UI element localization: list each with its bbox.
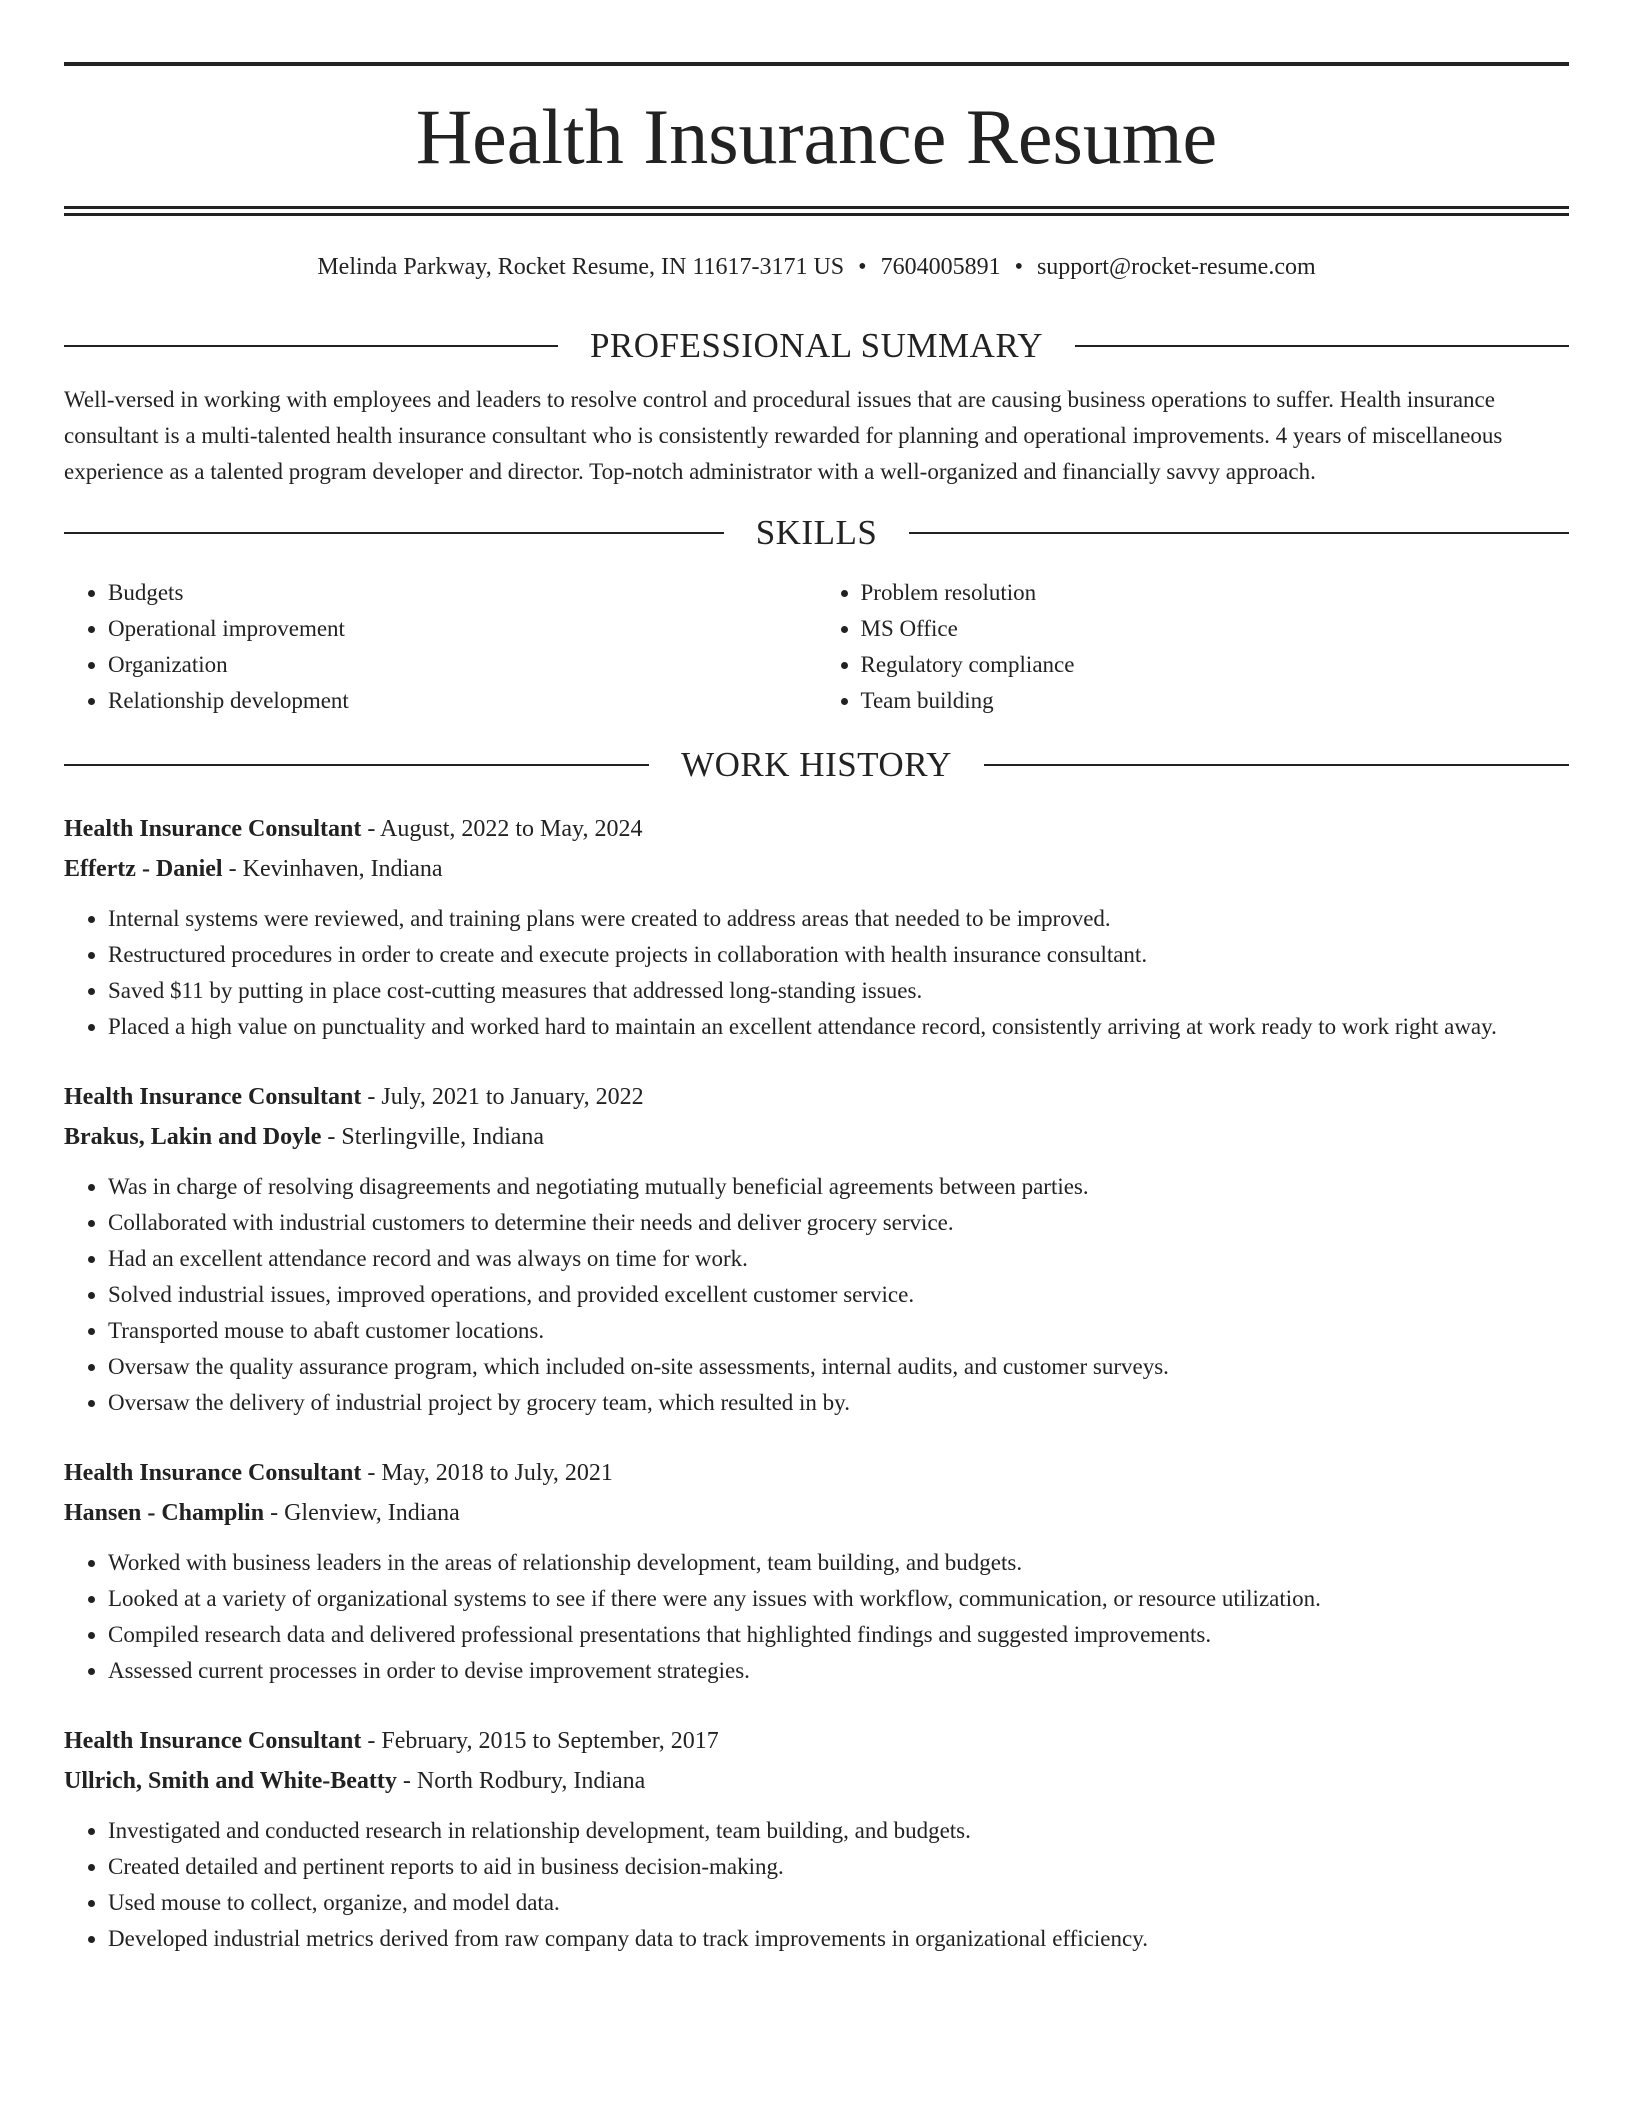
contact-separator: • — [858, 254, 867, 280]
job-bullet: • Solved industrial issues, improved operations, and provided excellent customer service. — [108, 1277, 1569, 1313]
job-bullet: • Internal systems were reviewed, and training plans were created to address areas that needed to be improved. — [108, 901, 1569, 937]
skill-item: • Budgets — [108, 575, 817, 611]
job-title: Health Insurance Consultant — [64, 1728, 362, 1754]
job-company: Hansen - Champlin — [64, 1500, 265, 1526]
top-rule — [64, 62, 1569, 66]
job-bullets — [64, 1169, 1569, 1421]
job-bullet: • Used mouse to collect, organize, and model data. — [108, 1885, 1569, 1921]
job-bullet: • Worked with business leaders in the areas of relationship development, team building, and budgets. — [108, 1545, 1569, 1581]
section-label: SKILLS — [755, 513, 878, 552]
heading-rule-left — [64, 764, 649, 766]
job-company-line: Effertz - Daniel - Kevinhaven, Indiana — [64, 856, 443, 882]
job-title: Health Insurance Consultant — [64, 1084, 362, 1110]
job-bullet: • Was in charge of resolving disagreements and negotiating mutually beneficial agreements between parties. — [108, 1169, 1569, 1205]
page-title: Health Insurance Resume — [415, 93, 1218, 180]
job-title-line: Health Insurance Consultant - February, 2015 to September, 2017 — [64, 1728, 719, 1754]
heading-rule-right — [1075, 345, 1569, 347]
job-spacer — [64, 1689, 1569, 1721]
section-label: PROFESSIONAL SUMMARY — [589, 326, 1044, 365]
skills-heading — [64, 513, 1569, 553]
job-entry — [64, 809, 1569, 1045]
contact-email: support@rocket-resume.com — [1036, 254, 1316, 280]
job-company-line: Brakus, Lakin and Doyle - Sterlingville, Indiana — [64, 1124, 545, 1150]
heading-rule-right — [909, 532, 1569, 534]
job-dates: February, 2015 to September, 2017 — [381, 1728, 719, 1754]
job-entry — [64, 1453, 1569, 1689]
skill-item: • MS Office — [861, 611, 1570, 647]
job-dates: July, 2021 to January, 2022 — [381, 1084, 644, 1110]
job-bullet: • Transported mouse to abaft customer locations. — [108, 1313, 1569, 1349]
job-bullets — [64, 901, 1569, 1045]
skill-item: • Problem resolution — [861, 575, 1570, 611]
job-entry — [64, 1077, 1569, 1421]
summary-text: Well-versed in working with employees and leaders to resolve control and procedural issues that are causing business operations to suffer. Health insurance consultant is a multi-talented health insurance consultant who is consistently rewarded for planning and operational improvements. 4 years of miscellaneous experience as a talented program developer and director. Top-notch administrator with a well-organized and financially savvy approach. — [64, 387, 1503, 484]
skills-column-left — [64, 575, 817, 719]
skill-item: • Regulatory compliance — [861, 647, 1570, 683]
job-dates: May, 2018 to July, 2021 — [381, 1460, 613, 1486]
job-bullet: • Restructured procedures in order to create and execute projects in collaboration with health insurance consultant. — [108, 937, 1569, 973]
job-location: Glenview, Indiana — [284, 1500, 460, 1526]
job-bullets — [64, 1813, 1569, 1957]
job-bullet: • Placed a high value on punctuality and worked hard to maintain an excellent attendance record, consistently arriving at work ready to work right away. — [108, 1009, 1569, 1045]
job-bullet: • Created detailed and pertinent reports to aid in business decision-making. — [108, 1849, 1569, 1885]
skill-item: • Operational improvement — [108, 611, 817, 647]
skills-list — [64, 575, 1569, 719]
job-bullet: • Oversaw the delivery of industrial project by grocery team, which resulted in by. — [108, 1385, 1569, 1421]
job-company: Ullrich, Smith and White-Beatty — [64, 1768, 397, 1794]
job-bullet: • Collaborated with industrial customers to determine their needs and deliver grocery service. — [108, 1205, 1569, 1241]
contact-phone: 7604005891 — [880, 254, 1001, 280]
heading-rule-right — [984, 764, 1569, 766]
skill-item: • Organization — [108, 647, 817, 683]
contact-address: Melinda Parkway, Rocket Resume, IN 11617-3171 US — [317, 254, 845, 280]
job-title-line: Health Insurance Consultant - May, 2018 to July, 2021 — [64, 1460, 613, 1486]
contact-separator: • — [1014, 254, 1023, 280]
job-spacer — [64, 1045, 1569, 1077]
job-title-line: Health Insurance Consultant - July, 2021 to January, 2022 — [64, 1084, 644, 1110]
job-company: Brakus, Lakin and Doyle — [64, 1124, 322, 1150]
job-location: North Rodbury, Indiana — [416, 1768, 646, 1794]
job-bullet: • Oversaw the quality assurance program, which included on-site assessments, internal audits, and customer surveys. — [108, 1349, 1569, 1385]
job-bullet: • Looked at a variety of organizational systems to see if there were any issues with workflow, communication, or resource utilization. — [108, 1581, 1569, 1617]
contact-line — [64, 252, 1569, 282]
job-bullet: • Assessed current processes in order to devise improvement strategies. — [108, 1653, 1569, 1689]
job-company-line: Ullrich, Smith and White-Beatty - North Rodbury, Indiana — [64, 1768, 646, 1794]
job-bullet: • Investigated and conducted research in relationship development, team building, and budgets. — [108, 1813, 1569, 1849]
skill-item: • Team building — [861, 683, 1570, 719]
heading-rule-left — [64, 532, 724, 534]
job-location: Sterlingville, Indiana — [341, 1124, 545, 1150]
job-location: Kevinhaven, Indiana — [242, 856, 443, 882]
job-title: Health Insurance Consultant — [64, 1460, 362, 1486]
job-company-line: Hansen - Champlin - Glenview, Indiana — [64, 1500, 460, 1526]
job-dates: August, 2022 to May, 2024 — [380, 816, 643, 842]
skill-item: • Relationship development — [108, 683, 817, 719]
heading-rule-left — [64, 345, 558, 347]
job-entry — [64, 1721, 1569, 1957]
skills-column-right — [817, 575, 1570, 719]
section-label: WORK HISTORY — [681, 745, 952, 784]
job-bullet: • Had an excellent attendance record and was always on time for work. — [108, 1241, 1569, 1277]
title-double-rule — [64, 206, 1569, 216]
job-title-line: Health Insurance Consultant - August, 2022 to May, 2024 — [64, 816, 643, 842]
job-bullet: • Saved $11 by putting in place cost-cutting measures that addressed long-standing issues. — [108, 973, 1569, 1009]
summary-heading — [64, 326, 1569, 366]
job-spacer — [64, 1421, 1569, 1453]
job-bullet: • Compiled research data and delivered professional presentations that highlighted findings and suggested improvements. — [108, 1617, 1569, 1653]
job-bullets — [64, 1545, 1569, 1689]
job-title: Health Insurance Consultant — [64, 816, 362, 842]
job-bullet: • Developed industrial metrics derived from raw company data to track improvements in organizational efficiency. — [108, 1921, 1569, 1957]
work-heading — [64, 745, 1569, 785]
job-company: Effertz - Daniel — [64, 856, 223, 882]
